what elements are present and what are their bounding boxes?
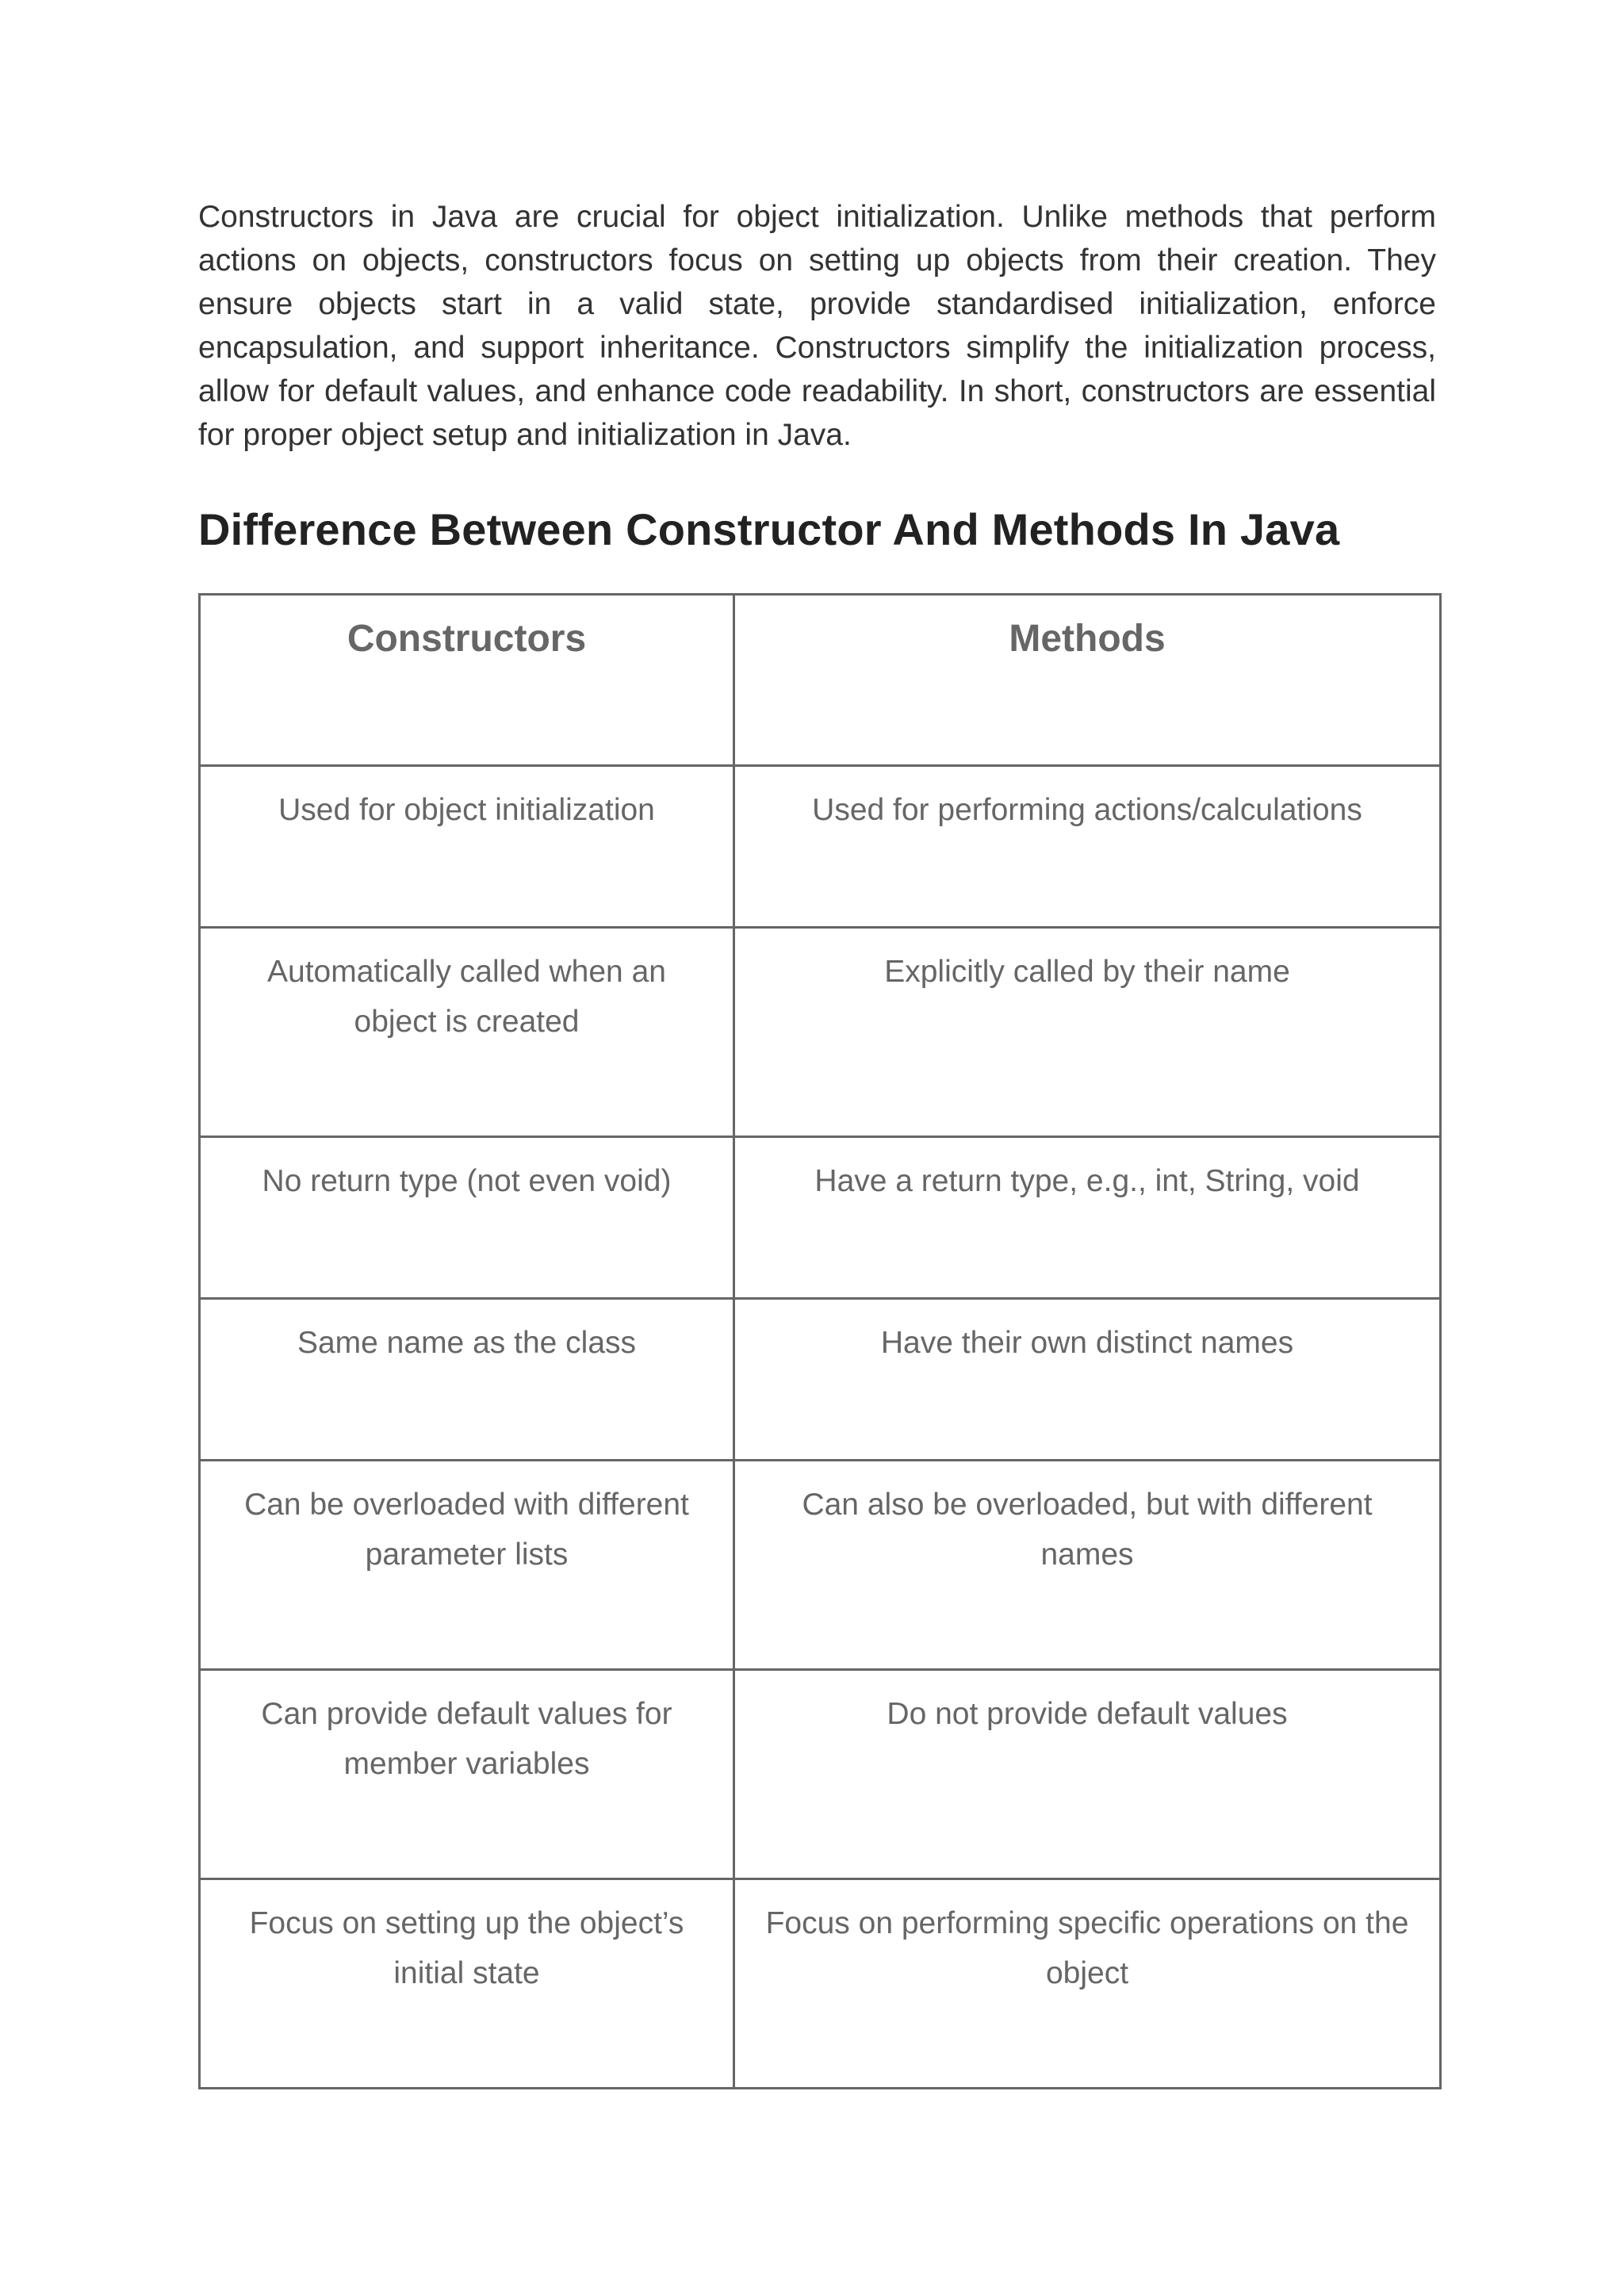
section-heading: Difference Between Constructor And Methods In Java bbox=[198, 504, 1340, 554]
table-cell: Explicitly called by their name bbox=[734, 928, 1441, 1137]
table-cell: Focus on performing specific operations on the object bbox=[734, 1879, 1441, 2089]
table-cell: Can be overloaded with different parameter lists bbox=[200, 1461, 734, 1670]
column-header-methods: Methods bbox=[734, 595, 1441, 766]
table-row bbox=[200, 928, 1441, 1137]
table-cell: Can provide default values for member variables bbox=[200, 1670, 734, 1879]
table-cell: Can also be overloaded, but with different names bbox=[734, 1461, 1441, 1670]
table-cell: No return type (not even void) bbox=[200, 1137, 734, 1299]
table-cell: Have their own distinct names bbox=[734, 1299, 1441, 1461]
table-cell: Do not provide default values bbox=[734, 1670, 1441, 1879]
table-row bbox=[200, 1879, 1441, 2089]
comparison-table bbox=[198, 593, 1442, 2089]
table-row bbox=[200, 766, 1441, 928]
table-header-row bbox=[200, 595, 1441, 766]
table-cell: Focus on setting up the object’s initial state bbox=[200, 1879, 734, 2089]
table-cell: Same name as the class bbox=[200, 1299, 734, 1461]
table-row bbox=[200, 1299, 1441, 1461]
table-cell: Used for object initialization bbox=[200, 766, 734, 928]
table-cell: Automatically called when an object is created bbox=[200, 928, 734, 1137]
table-row bbox=[200, 1137, 1441, 1299]
table-row bbox=[200, 1670, 1441, 1879]
column-header-constructors: Constructors bbox=[200, 595, 734, 766]
document-body bbox=[198, 195, 1436, 557]
table-row bbox=[200, 1461, 1441, 1670]
table-cell: Have a return type, e.g., int, String, void bbox=[734, 1137, 1441, 1299]
intro-paragraph: Constructors in Java are crucial for object initialization. Unlike methods that perform actions on objects, constructors focus on setting up objects from their creation. They ensure objects start in a valid state, provide standardised initialization, enforce encapsulation, and support inheritance. Constructors simplify the initialization process, allow for default values, and enhance code readability. In short, constructors are essential for proper object setup and initialization in Java. bbox=[198, 200, 1436, 452]
table-cell: Used for performing actions/calculations bbox=[734, 766, 1441, 928]
